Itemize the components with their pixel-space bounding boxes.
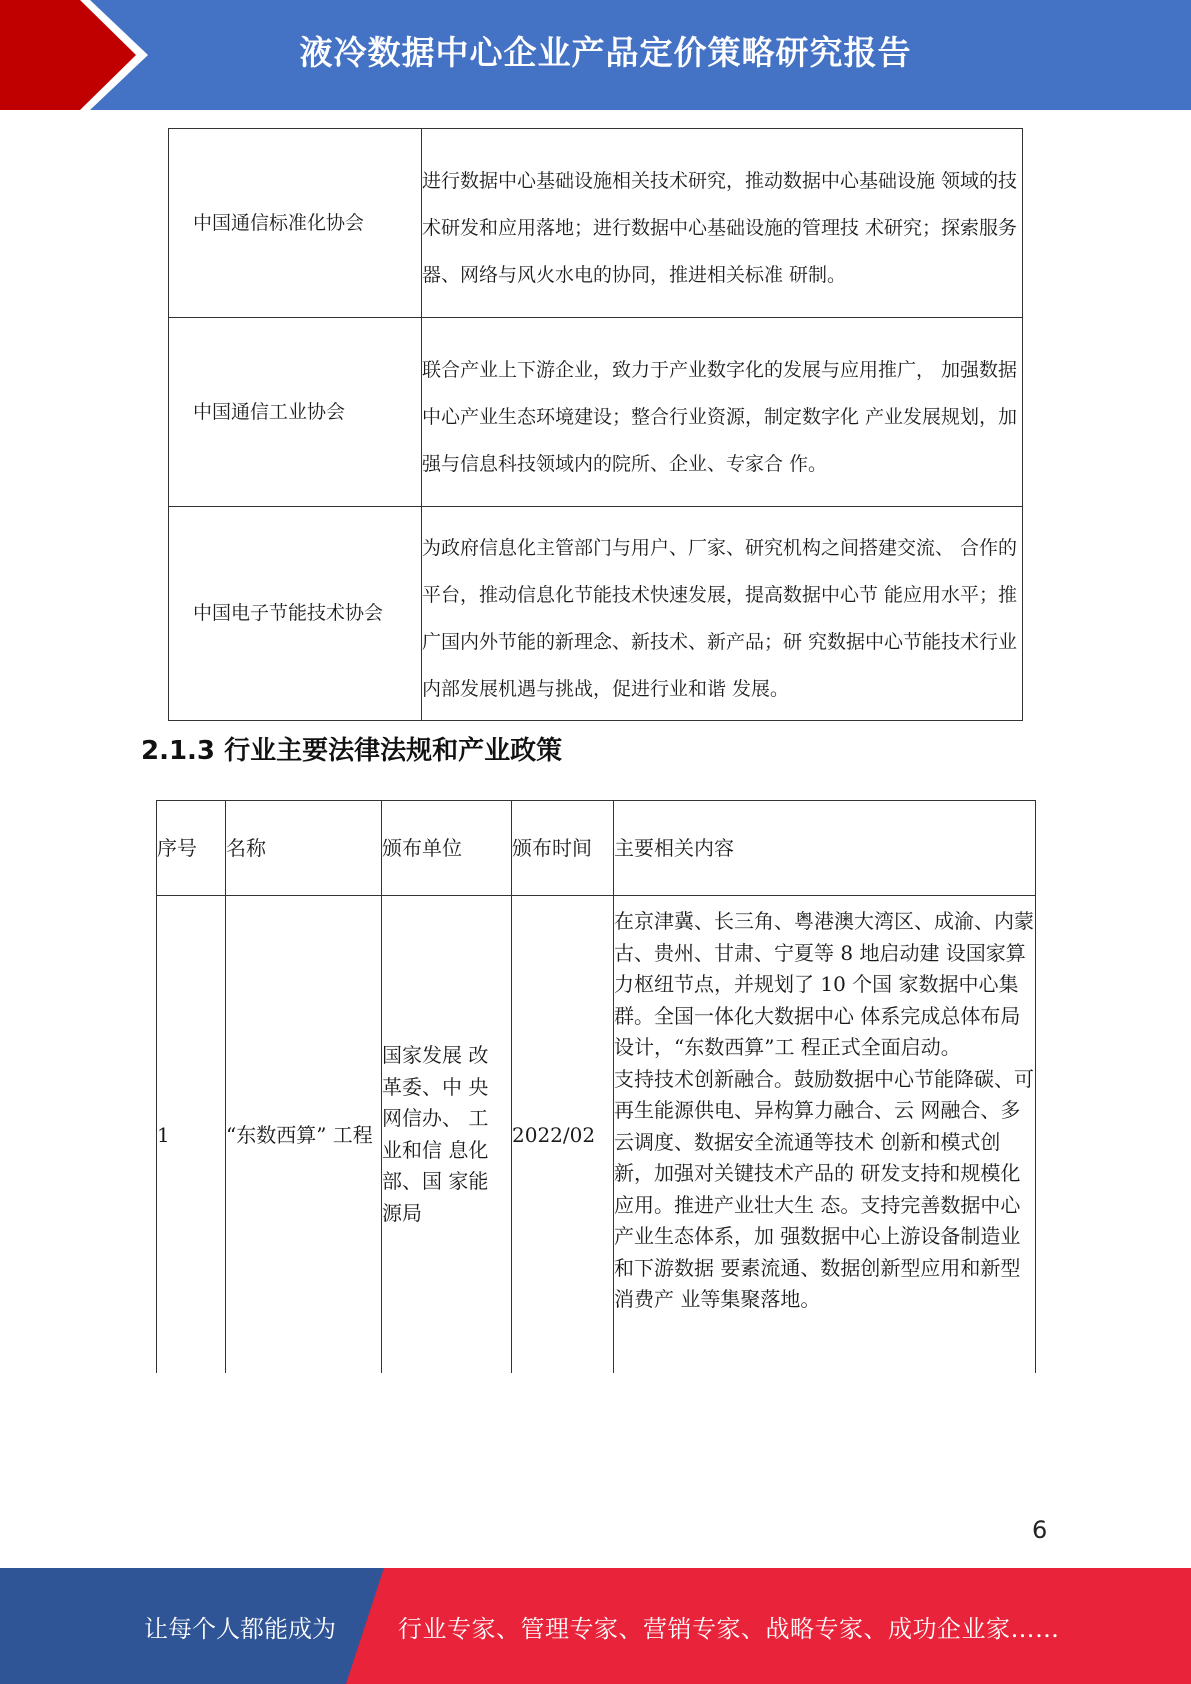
table-row <box>169 507 1023 721</box>
column-header-name: 名称 <box>226 801 382 896</box>
page-footer <box>0 1568 1191 1684</box>
policy-issuer: 国家发展 改革委、中 央网信办、 工业和信 息化部、国 家能源局 <box>382 896 512 1374</box>
table-row <box>169 318 1023 507</box>
page-header <box>0 0 1191 110</box>
footer-slogan-right: 行业专家、管理专家、营销专家、战略专家、成功企业家…… <box>398 1615 1060 1643</box>
org-description: 进行数据中心基础设施相关技术研究，推动数据中心基础设施 领域的技术研发和应用落地；进行数据中心基础设施的管理技 术研究；探索服务器、网络与风火水电的协同，推进相关标准 研制。 <box>422 129 1023 318</box>
policy-date: 2022/02 <box>512 896 614 1374</box>
column-header-date: 颁布时间 <box>512 801 614 896</box>
column-header-content: 主要相关内容 <box>614 801 1036 896</box>
report-title: 液冷数据中心企业产品定价策略研究报告 <box>299 33 912 72</box>
policy-no: 1 <box>157 896 226 1374</box>
org-description: 为政府信息化主管部门与用户、厂家、研究机构之间搭建交流、 合作的平台，推动信息化节能技术快速发展，提高数据中心节 能应用水平；推广国内外节能的新理念、新技术、新产品；研 究数据中心节能技术行业内部发展机遇与挑战，促进行业和谐 发展。 <box>422 507 1023 721</box>
page-number: 6 <box>1032 1516 1048 1544</box>
org-table <box>168 128 1023 721</box>
column-header-issuer: 颁布单位 <box>382 801 512 896</box>
footer-slogan-left: 让每个人都能成为 <box>144 1615 336 1643</box>
section-heading: 2.1.3 行业主要法律法规和产业政策 <box>141 736 563 766</box>
policy-content: 在京津冀、长三角、粤港澳大湾区、成渝、内蒙古、贵州、甘肃、宁夏等 8 地启动建 设国家算力枢纽节点，并规划了 10 个国 家数据中心集群。全国一体化大数据中心 体系完成总体布局设计，“东数西算”工 程正式全面启动。 支持技术创新融合。鼓励数据中心节能降碳、可再生能源供电、异构算力融合、云 网融合、多云调度、数据安全流通等技术 创新和模式创新，加强对关键技术产品的 研发支持和规模化应用。推进产业壮大生 态。支持完善数据中心产业生态体系，加 强数据中心上游设备制造业和下游数据 要素流通、数据创新型应用和新型消费产 业等集聚落地。 <box>614 896 1036 1374</box>
column-header-no: 序号 <box>157 801 226 896</box>
org-description: 联合产业上下游企业，致力于产业数字化的发展与应用推广， 加强数据中心产业生态环境建设；整合行业资源，制定数字化 产业发展规划，加强与信息科技领域内的院所、企业、专家合 作。 <box>422 318 1023 507</box>
org-name: 中国通信工业协会 <box>169 318 422 507</box>
policy-name: “东数西算” 工程 <box>226 896 382 1374</box>
table-row <box>169 129 1023 318</box>
table-row <box>157 896 1036 1374</box>
policy-table <box>156 800 1036 1373</box>
org-name: 中国通信标准化协会 <box>169 129 422 318</box>
table-header-row <box>157 801 1036 896</box>
org-name: 中国电子节能技术协会 <box>169 507 422 721</box>
